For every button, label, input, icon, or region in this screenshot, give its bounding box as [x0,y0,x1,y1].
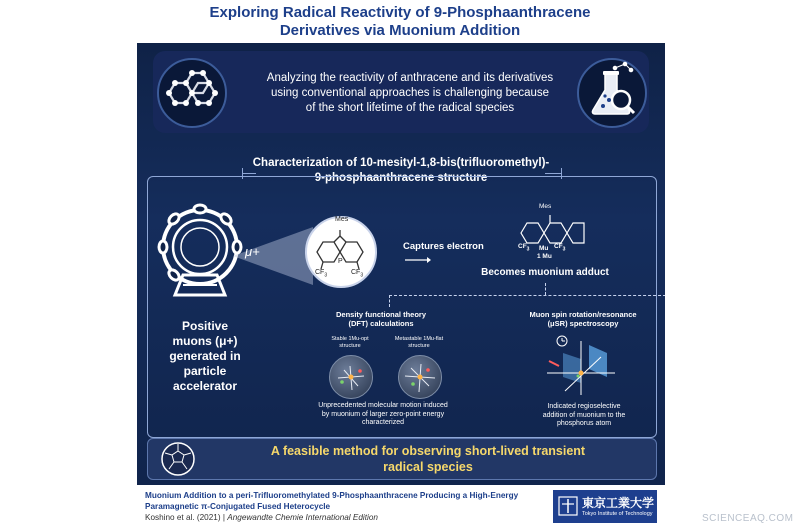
musr-title-line-1: Muon spin rotation/resonance [529,310,637,319]
dft-caption-line-2: by muonium of larger zero-point energy [321,410,445,418]
adduct-one-mu-label: 1 Mu [537,253,552,260]
adduct-cf3-right [554,243,565,252]
intro-line-1: Analyzing the reactivity of anthracene and its derivatives [266,72,554,84]
dft-caption-line-3: characterized [361,419,405,426]
citation-authors: Koshino et al. (2021) [145,513,221,522]
flask-magnifier-icon [577,58,647,128]
cf3-left-label [315,269,327,278]
stable-structure-label [323,336,377,350]
section-heading-line-1: Characterization of 10-mesityl-1,8-bis(trifluoromethyl)- [252,157,550,169]
stable-label-line-2: structure [339,343,361,349]
fullerene-icon [160,441,196,477]
citation-separator: | [222,513,225,522]
watermark: SCIENCEAQ.COM [702,513,794,524]
cf3-right-text: CF [351,269,361,276]
musr-caption-line-2: addition of muonium to the [542,411,626,419]
dft-title-line-2: (DFT) calculations [348,319,414,328]
accelerator-caption-line-1: Positive [181,319,229,333]
metastable-structure-label [387,336,451,350]
becomes-adduct-text: Becomes muonium adduct [481,267,609,278]
anthracene-molecule-icon [157,58,227,128]
adduct-cf3-right-sub: 3 [562,246,566,253]
intro-band [153,51,649,133]
university-emblem-icon [558,496,578,516]
accelerator-caption-line-3: generated in [169,349,241,363]
intro-text [253,71,567,116]
metastable-structure-model [398,355,442,399]
conclusion-line-1: A feasible method for observing short-lived transient [270,444,586,458]
capture-arrow-icon [405,256,431,264]
branch-connector-stem [545,283,546,295]
stable-structure-model [329,355,373,399]
dft-caption-line-1: Unprecedented molecular motion induced [318,402,448,409]
musr-caption-line-3: phosphorus atom [556,420,612,427]
cf3-right-label [351,269,363,278]
adduct-mes-label: Mes [539,203,552,210]
logo-japanese-name: 東京工業大学 [582,496,655,510]
metastable-label-line-1: Metastable 1Mu-flat [394,336,444,342]
musr-caption [535,403,633,429]
adduct-cf3-left-sub: 3 [526,246,530,253]
conclusion-line-2: radical species [383,460,473,474]
cf3-left-text: CF [315,269,325,276]
mes-label: Mes [335,216,349,223]
dft-title [313,310,449,328]
title-line-2: Derivatives via Muonium Addition [279,22,521,39]
musr-caption-line-1: Indicated regioselective [547,403,621,410]
intro-line-2: using conventional approaches is challenging because [270,87,550,99]
citation-title-line-1: Muonium Addition to a peri-Trifluoromethylated 9-Phosphaanthracene Producing a High-Energy [145,491,519,500]
dft-caption [301,402,465,428]
branch-connector-left [389,295,390,307]
logo-english-name: Tokyo Institute of Technology [582,511,653,517]
tokyo-tech-logo [553,490,657,523]
citation-source [145,513,378,522]
adduct-cf3-left-text: CF [518,243,527,250]
cf3-right-sub: 3 [360,272,364,279]
citation-title-line-2: Paramagnetic π-Conjugated Fused Heterocycle [145,502,331,511]
intro-line-3: of the short lifetime of the radical species [305,102,515,114]
section-heading-line-2: 9-phosphaanthracene structure [314,172,488,184]
metastable-label-line-2: structure [408,343,430,349]
adduct-cf3-left [518,243,529,252]
musr-title [521,310,645,328]
captures-electron-text: Captures electron [403,241,484,252]
poster-panel [137,43,665,485]
adduct-mu-label: Mu [539,245,549,252]
accelerator-caption-line-5: accelerator [172,379,238,393]
adduct-cf3-right-text: CF [554,243,563,250]
branch-connector-horizontal [389,295,665,296]
dft-title-line-1: Density functional theory [335,310,426,319]
conclusion-text [218,443,638,475]
conclusion-box [147,438,657,480]
citation-title [145,490,518,512]
accelerator-caption-line-2: muons (μ+) [172,334,238,348]
mu-plus-label: μ+ [245,244,260,259]
musr-title-line-2: (μSR) spectroscopy [547,319,619,328]
title-line-1: Exploring Radical Reactivity of 9-Phosphaanthracene [209,4,591,21]
stable-label-line-1: Stable 1Mu-opt [331,336,369,342]
accelerator-caption [155,319,255,394]
cf3-left-sub: 3 [324,272,328,279]
infographic-title [0,4,800,40]
musr-spectroscopy-diagram [545,333,617,397]
magnified-molecule-icon [303,214,379,290]
accelerator-caption-line-4: particle [183,364,227,378]
phosphorus-label: P [338,258,343,265]
citation-journal: Angewandte Chemie International Edition [227,513,378,522]
